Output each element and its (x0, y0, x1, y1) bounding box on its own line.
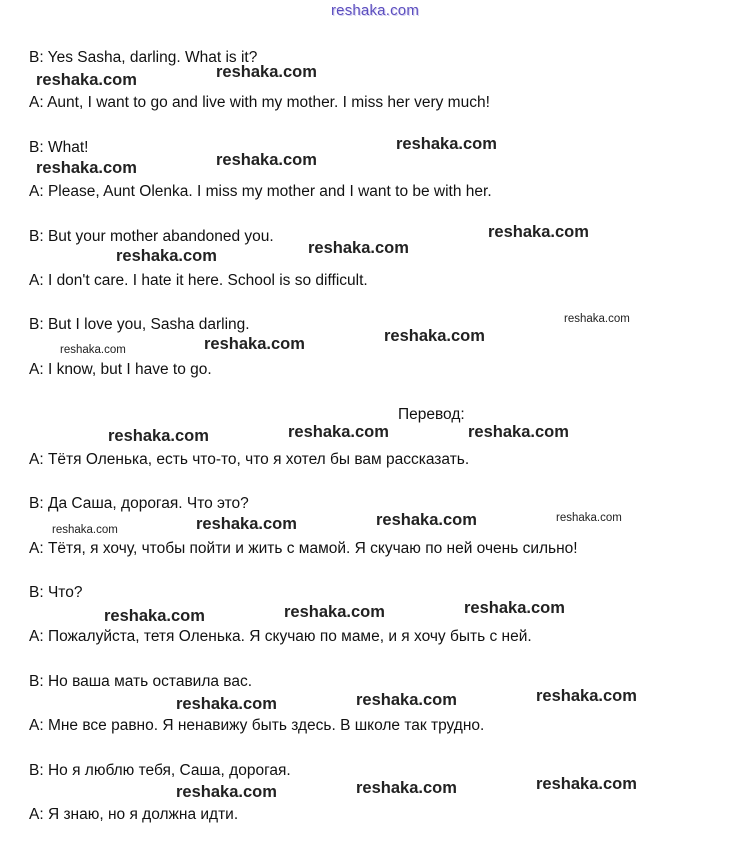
watermark: reshaka.com (36, 159, 137, 177)
watermark: reshaka.com (468, 423, 569, 441)
watermark: reshaka.com (36, 71, 137, 89)
watermark: reshaka.com (396, 135, 497, 153)
dialogue-line: A: Тётя Оленька, есть что-то, что я хотел бы вам рассказать. (29, 451, 470, 468)
watermark: reshaka.com (60, 344, 126, 356)
translation-heading: Перевод: (398, 406, 465, 423)
dialogue-line: B: But your mother abandoned you. (29, 228, 274, 245)
watermark: reshaka.com (488, 223, 589, 241)
watermark: reshaka.com (308, 239, 409, 257)
dialogue-line: B: Но я люблю тебя, Саша, дорогая. (29, 762, 291, 779)
dialogue-line: A: Aunt, I want to go and live with my mother. I miss her very much! (29, 94, 490, 111)
watermark: reshaka.com (104, 607, 205, 625)
dialogue-line: A: Мне все равно. Я ненавижу быть здесь. В школе так трудно. (29, 717, 485, 734)
dialogue-line: A: I don't care. I hate it here. School is so difficult. (29, 272, 368, 289)
watermark: reshaka.com (288, 423, 389, 441)
watermark: reshaka.com (564, 313, 630, 325)
watermark: reshaka.com (356, 691, 457, 709)
dialogue-line: B: Что? (29, 584, 83, 601)
watermark: reshaka.com (464, 599, 565, 617)
watermark: reshaka.com (284, 603, 385, 621)
watermark: reshaka.com (556, 512, 622, 524)
dialogue-line: A: I know, but I have to go. (29, 361, 212, 378)
watermark: reshaka.com (176, 783, 277, 801)
dialogue-line: B: But I love you, Sasha darling. (29, 316, 250, 333)
dialogue-line: B: Да Саша, дорогая. Что это? (29, 495, 249, 512)
dialogue-line: B: Yes Sasha, darling. What is it? (29, 49, 258, 66)
watermark: reshaka.com (536, 687, 637, 705)
watermark: reshaka.com (384, 327, 485, 345)
dialogue-line: A: Тётя, я хочу, чтобы пойти и жить с мамой. Я скучаю по ней очень сильно! (29, 540, 578, 557)
dialogue-line: B: What! (29, 139, 89, 156)
watermark: reshaka.com (116, 247, 217, 265)
watermark: reshaka.com (204, 335, 305, 353)
watermark: reshaka.com (52, 524, 118, 536)
site-header: reshaka.com (330, 2, 420, 19)
watermark: reshaka.com (356, 779, 457, 797)
watermark: reshaka.com (216, 63, 317, 81)
watermark: reshaka.com (536, 775, 637, 793)
watermark: reshaka.com (108, 427, 209, 445)
watermark: reshaka.com (196, 515, 297, 533)
dialogue-line: B: Но ваша мать оставила вас. (29, 673, 253, 690)
dialogue-line: A: Пожалуйста, тетя Оленька. Я скучаю по маме, и я хочу быть с ней. (29, 628, 532, 645)
watermark: reshaka.com (376, 511, 477, 529)
dialogue-line: A: Please, Aunt Olenka. I miss my mother and I want to be with her. (29, 183, 492, 200)
watermark: reshaka.com (216, 151, 317, 169)
dialogue-line: A: Я знаю, но я должна идти. (29, 806, 239, 823)
watermark: reshaka.com (176, 695, 277, 713)
